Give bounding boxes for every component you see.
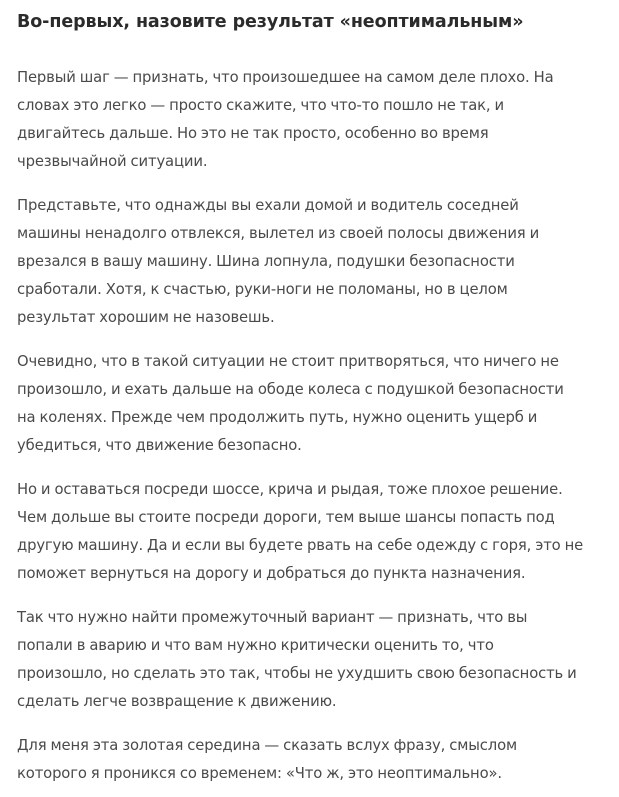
text-line: Очевидно, что в такой ситуации не стоит притворяться, что ничего не xyxy=(17,353,559,370)
text-line: сделать легче возвращение к движению. xyxy=(17,693,337,710)
paragraph-6 xyxy=(17,732,607,788)
paragraph-4 xyxy=(17,476,607,588)
text-line: Чем дольше вы стоите посреди дороги, тем выше шансы попасть под xyxy=(17,509,555,526)
text-line: результат хорошим не назовешь. xyxy=(17,309,275,326)
paragraph-1 xyxy=(17,64,607,176)
text-line: Для меня эта золотая середина — сказать вслух фразу, смыслом xyxy=(17,737,518,754)
paragraph-5 xyxy=(17,604,607,716)
section-heading: Во-первых, назовите результат «неоптимальным» xyxy=(17,12,524,32)
text-line: убедиться, что движение безопасно. xyxy=(17,437,302,454)
text-line: машины ненадолго отвлекся, вылетел из своей полосы движения и xyxy=(17,225,540,242)
text-line: другую машину. Да и если вы будете рвать на себе одежду с горя, это не xyxy=(17,537,584,554)
paragraph-2 xyxy=(17,192,607,332)
text-line: Но и оставаться посреди шоссе, крича и рыдая, тоже плохое решение. xyxy=(17,481,563,498)
text-line: словах это легко — просто скажите, что что-то пошло не так, и xyxy=(17,97,504,114)
text-line: врезался в вашу машину. Шина лопнула, подушки безопасности xyxy=(17,253,515,270)
text-line: Так что нужно найти промежуточный вариант — признать, что вы xyxy=(17,609,528,626)
text-line: двигайтесь дальше. Но это не так просто, особенно во время xyxy=(17,125,489,142)
text-line: которого я проникся со временем: «Что ж, это неоптимально». xyxy=(17,765,502,782)
text-line: Первый шаг — признать, что произошедшее на самом деле плохо. На xyxy=(17,69,554,86)
text-line: чрезвычайной ситуации. xyxy=(17,153,208,170)
article xyxy=(17,0,607,788)
text-line: произошло, и ехать дальше на ободе колеса с подушкой безопасности xyxy=(17,381,564,398)
text-line: на коленях. Прежде чем продолжить путь, нужно оценить ущерб и xyxy=(17,409,538,426)
text-line: Представьте, что однажды вы ехали домой и водитель соседней xyxy=(17,197,519,214)
text-line: произошло, но сделать это так, чтобы не ухудшить свою безопасность и xyxy=(17,665,577,682)
text-line: сработали. Хотя, к счастью, руки-ноги не поломаны, но в целом xyxy=(17,281,508,298)
paragraph-3 xyxy=(17,348,607,460)
text-line: поможет вернуться на дорогу и добраться до пункта назначения. xyxy=(17,565,526,582)
text-line: попали в аварию и что вам нужно критически оценить то, что xyxy=(17,637,494,654)
